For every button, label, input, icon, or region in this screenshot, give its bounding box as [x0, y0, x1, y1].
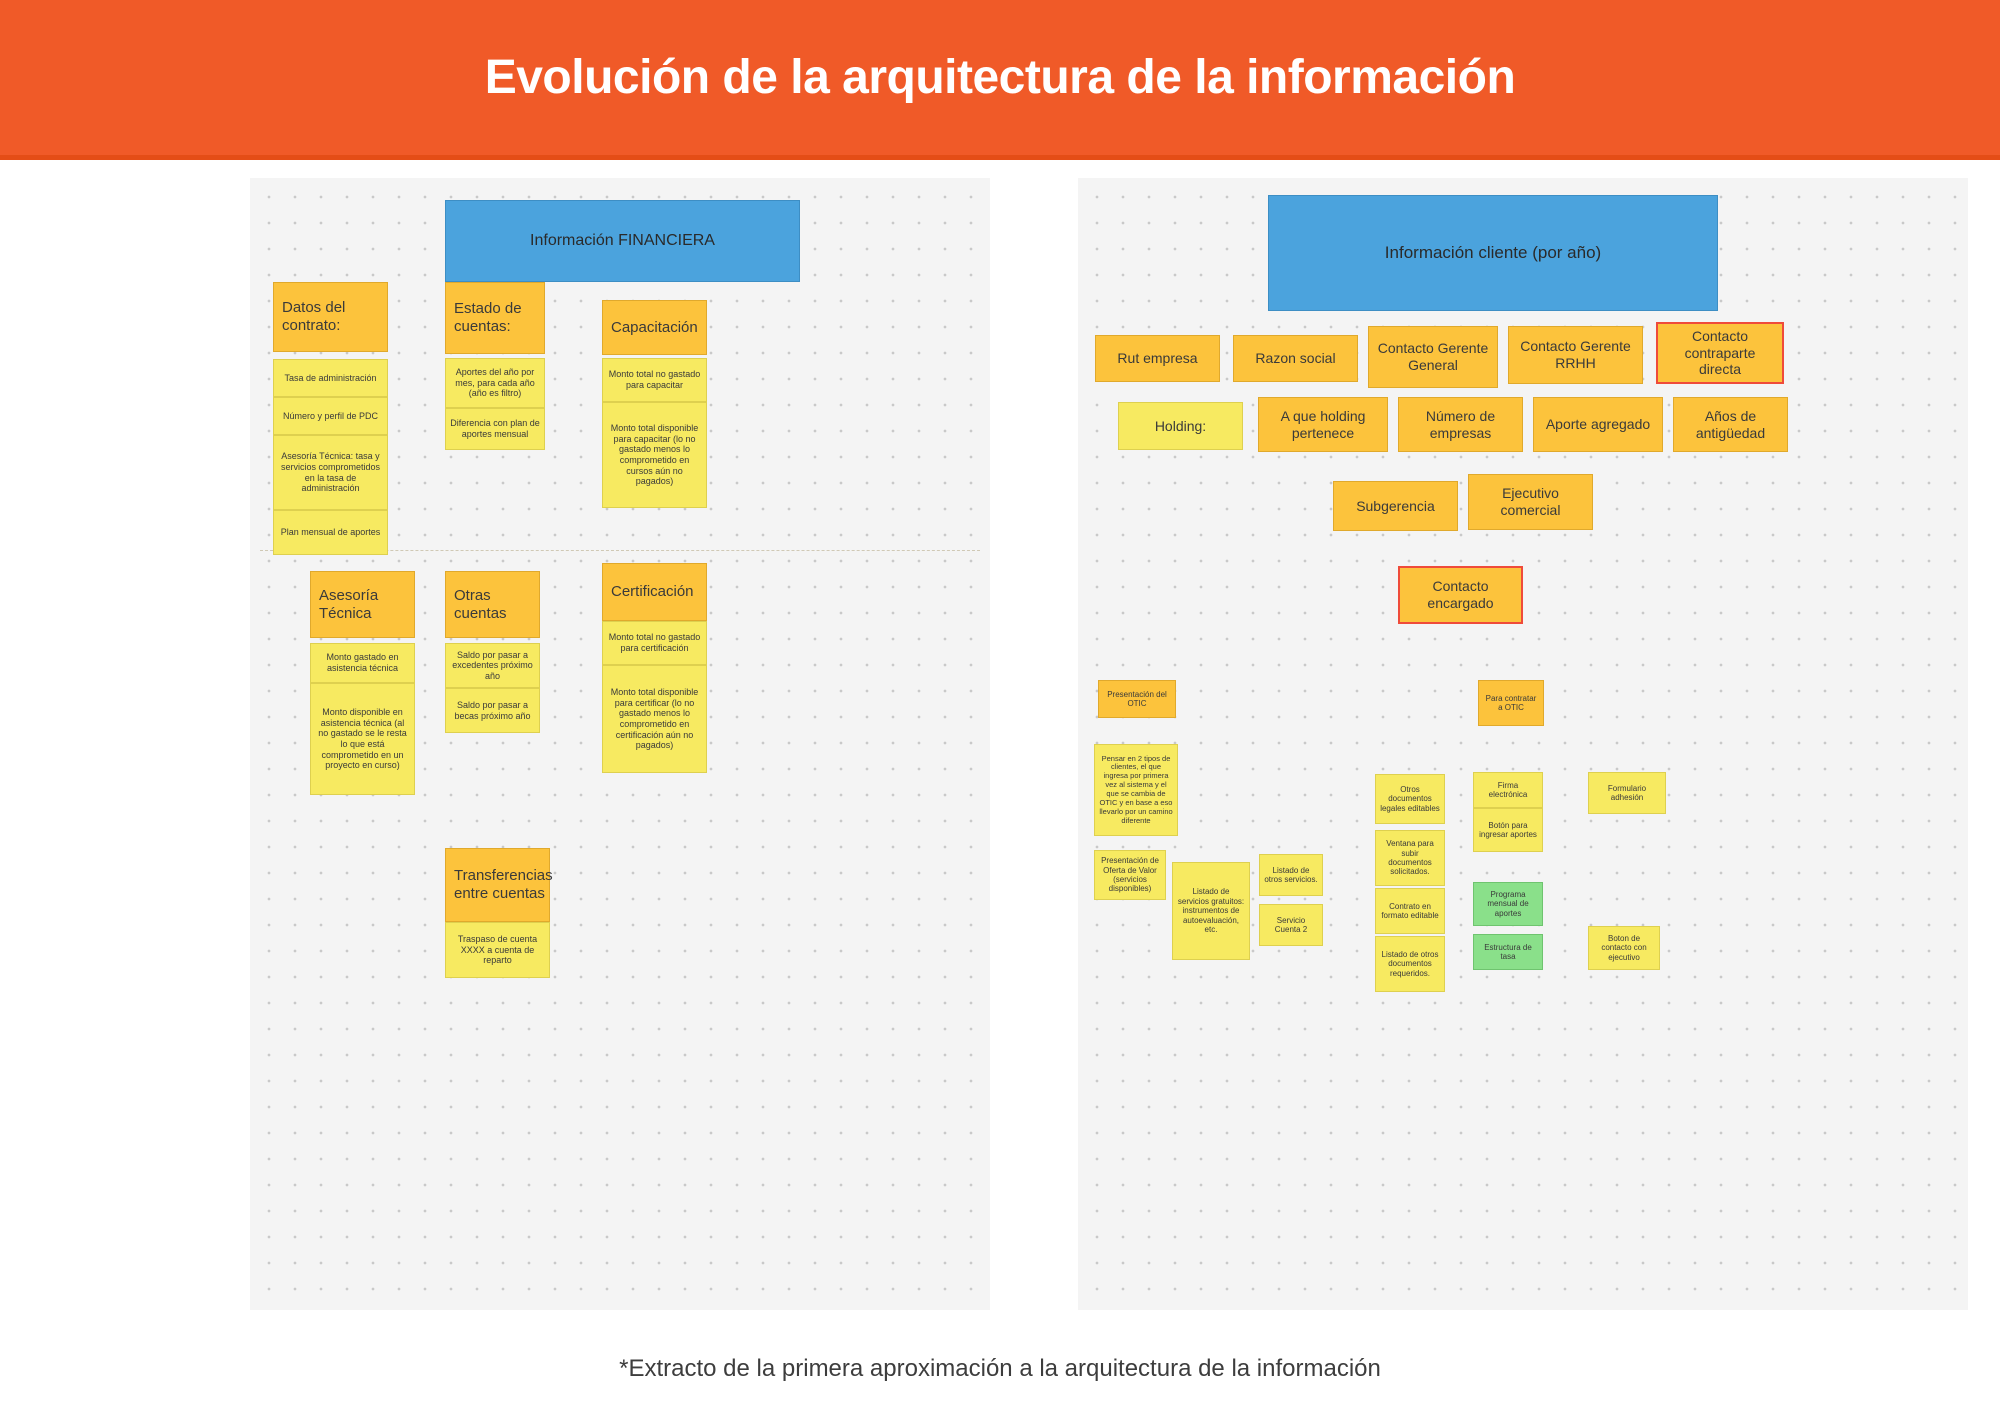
- node-item: [602, 358, 707, 402]
- note-ventana-subir-documentos: [1375, 830, 1445, 886]
- node-label: Contacto contraparte directa: [1684, 328, 1756, 378]
- node-label: Estado de cuentas:: [454, 300, 522, 335]
- node-label: Subgerencia: [1356, 497, 1435, 514]
- node-label: Servicio Cuenta 2: [1274, 915, 1308, 934]
- node-label: Aporte agregado: [1545, 416, 1651, 433]
- node-item: [602, 621, 707, 665]
- node-label: Tasa de administración: [284, 372, 377, 383]
- node-label: Monto total no gastado para certificación: [608, 632, 701, 653]
- node-label: Ejecutivo comercial: [1500, 485, 1561, 518]
- node-item: [273, 359, 388, 397]
- node-capacitacion-header: [602, 300, 707, 355]
- note-formulario-adhesion: [1588, 772, 1666, 814]
- node-item: [445, 358, 545, 408]
- node-label: Saldo por pasar a becas próximo año: [454, 699, 531, 721]
- note-contrato-formato-editable: [1375, 888, 1445, 934]
- node-holding: [1118, 402, 1243, 450]
- node-contacto-gerente-rrhh: [1508, 326, 1643, 384]
- node-label: Capacitación: [611, 318, 698, 336]
- node-item: [602, 402, 707, 508]
- node-datos-contrato-header: [273, 282, 388, 352]
- node-contacto-gerente-general: [1368, 326, 1498, 388]
- node-label: Listado de otros servicios.: [1264, 865, 1318, 884]
- node-label: Monto disponible en asistencia técnica (al no gastado se le resta lo que está comprometido en un proyecto en curso): [318, 707, 407, 771]
- note-listado-otros-servicios: [1259, 854, 1323, 896]
- node-item: [273, 510, 388, 555]
- node-item: [310, 643, 415, 683]
- node-label: Ventana para subir documentos solicitados.: [1386, 839, 1434, 877]
- node-item: [310, 683, 415, 795]
- node-label: Firma electrónica: [1488, 780, 1528, 799]
- node-label: Botón para ingresar aportes: [1479, 820, 1537, 839]
- note-boton-contacto-ejecutivo: [1588, 926, 1660, 970]
- node-label: Número y perfil de PDC: [282, 410, 379, 421]
- node-label: Años de antigüedad: [1695, 407, 1766, 441]
- right-root-label: Información cliente (por año): [1384, 242, 1602, 262]
- note-listado-servicios-gratuitos: [1172, 862, 1250, 960]
- node-label: Diferencia con plan de aportes mensual: [450, 418, 540, 439]
- node-label: Saldo por pasar a excedentes próximo año: [452, 649, 533, 681]
- node-item: [445, 408, 545, 450]
- node-label: Asesoría Técnica: [319, 586, 379, 622]
- note-listado-otros-documentos: [1375, 936, 1445, 992]
- node-label: A que holding pertenece: [1280, 407, 1366, 441]
- node-label: Certificación: [611, 583, 694, 601]
- node-razon-social: [1233, 335, 1358, 382]
- node-label: Traspaso de cuenta XXXX a cuenta de reparto: [457, 934, 538, 966]
- node-item: [273, 435, 388, 510]
- footer-caption: *Extracto de la primera aproximación a la arquitectura de la información: [619, 1355, 1381, 1382]
- note-para-contratar-otic: [1478, 680, 1544, 726]
- node-asesoria-tecnica-header: [310, 571, 415, 638]
- node-contacto-encargado: [1398, 566, 1523, 624]
- node-label: Holding:: [1154, 417, 1207, 434]
- node-label: Otras cuentas: [454, 586, 507, 622]
- node-estado-cuentas-header: [445, 282, 545, 354]
- node-item: [273, 397, 388, 435]
- node-label: Boton de contacto con ejecutivo: [1601, 933, 1647, 962]
- diagram-board-left: [250, 178, 990, 1310]
- node-label: Monto total disponible para certificar (lo no gastado menos lo comprometido en certificación aún no pagados): [610, 687, 699, 751]
- node-label: Aportes del año por mes, para cada año (año es filtro): [455, 367, 535, 399]
- node-ejecutivo-comercial: [1468, 474, 1593, 530]
- node-label: Contacto encargado: [1427, 578, 1494, 611]
- node-label: Razon social: [1255, 350, 1336, 367]
- node-a-que-holding-pertenece: [1258, 397, 1388, 452]
- node-otras-cuentas-header: [445, 571, 540, 638]
- node-label: Contacto Gerente RRHH: [1520, 338, 1631, 371]
- node-label: Estructura de tasa: [1484, 942, 1532, 961]
- node-label: Rut empresa: [1117, 350, 1198, 367]
- node-aporte-agregado: [1533, 397, 1663, 452]
- node-certificacion-header: [602, 563, 707, 621]
- note-servicio-cuenta-2: [1259, 904, 1323, 946]
- left-root-node: [445, 200, 800, 282]
- node-transferencias-header: [445, 848, 553, 922]
- node-contacto-contraparte-directa: [1656, 322, 1784, 384]
- node-label: Otros documentos legales editables: [1380, 784, 1440, 813]
- node-item: [445, 922, 550, 978]
- node-label: Plan mensual de aportes: [280, 527, 381, 538]
- node-item: [445, 688, 540, 733]
- note-dos-tipos-clientes: [1094, 744, 1178, 836]
- note-programa-mensual-aportes: [1473, 882, 1543, 926]
- node-label: Listado de servicios gratuitos: instrumentos de autoevaluación, etc.: [1177, 887, 1245, 935]
- node-label: Pensar en 2 tipos de clientes, el que ingresa por primera vez al sistema y el que se cambia de OTIC y en base a eso llevarlo por un camino diferente: [1099, 753, 1173, 825]
- node-label: Asesoría Técnica: tasa y servicios comprometidos en la tasa de administración: [280, 451, 381, 494]
- node-label: Listado de otros documentos requeridos.: [1381, 949, 1439, 978]
- node-label: Transferencias entre cuentas: [454, 867, 553, 902]
- node-label: Monto total disponible para capacitar (lo no gastado menos lo comprometido en cursos aún no pagados): [610, 423, 699, 487]
- node-item: [445, 643, 540, 688]
- note-estructura-tasa: [1473, 934, 1543, 970]
- left-root-label: Información FINANCIERA: [530, 231, 715, 249]
- node-label: Contrato en formato editable: [1381, 901, 1439, 920]
- node-label: Datos del contrato:: [282, 299, 346, 334]
- node-label: Programa mensual de aportes: [1487, 889, 1529, 918]
- page-header: [0, 0, 2000, 160]
- node-label: Monto gastado en asistencia técnica: [326, 652, 399, 673]
- node-numero-empresas: [1398, 397, 1523, 452]
- node-label: Número de empresas: [1425, 407, 1496, 441]
- node-item: [602, 665, 707, 773]
- node-subgerencia: [1333, 481, 1458, 531]
- node-label: Formulario adhesión: [1607, 783, 1647, 802]
- note-presentacion-otic: [1098, 680, 1176, 718]
- note-firma-electronica: [1473, 772, 1543, 808]
- page-title: Evolución de la arquitectura de la información: [484, 51, 1516, 104]
- node-anos-antiguedad: [1673, 397, 1788, 452]
- node-rut-empresa: [1095, 335, 1220, 382]
- node-label: Contacto Gerente General: [1377, 340, 1489, 373]
- note-boton-ingresar-aportes: [1473, 808, 1543, 852]
- node-label: Presentación del OTIC: [1107, 689, 1167, 708]
- note-otros-documentos-legales: [1375, 774, 1445, 824]
- node-label: Monto total no gastado para capacitar: [608, 369, 701, 390]
- right-root-node: [1268, 195, 1718, 311]
- node-label: Presentación de Oferta de Valor (servicios disponibles): [1101, 856, 1159, 894]
- note-presentacion-oferta-valor: [1094, 850, 1166, 900]
- diagram-board-right: [1078, 178, 1968, 1310]
- node-label: Para contratar a OTIC: [1485, 693, 1537, 712]
